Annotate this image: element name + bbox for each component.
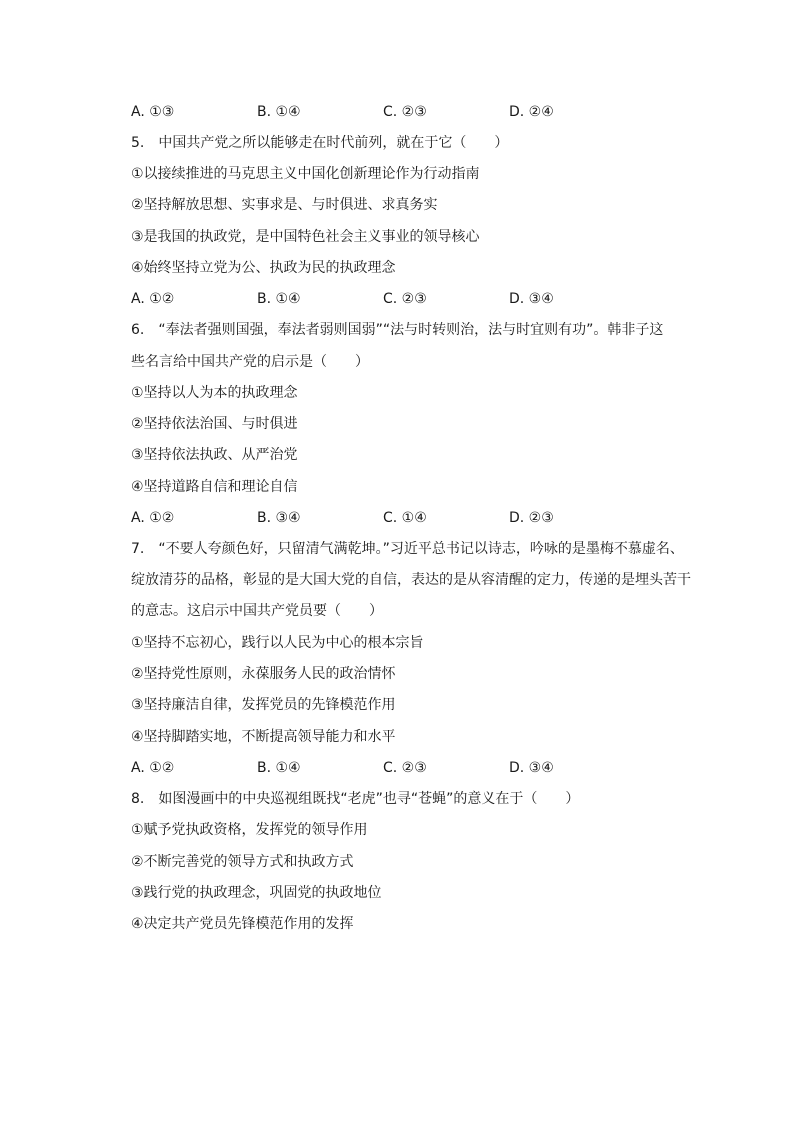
option-d: D. ②④	[509, 104, 554, 120]
option-a: A. ①②	[131, 760, 175, 776]
statement-item: ④决定共产党员先锋模范作用的发挥	[131, 916, 354, 932]
statement-item: ③践行党的执政理念，巩固党的执政地位	[131, 885, 382, 901]
question-stem: 7. “不要人夸颜色好，只留清气满乾坤。”习近平总书记以诗志，吟咏的是墨梅不慕虚名、	[131, 541, 684, 557]
q4-options	[0, 102, 794, 122]
statement-item: ②坚持依法治国、与时俱进	[131, 416, 298, 432]
question-stem: 些名言给中国共产党的启示是（ ）	[131, 354, 369, 370]
statement-item: ④始终坚持立党为公、执政为民的执政理念	[131, 260, 396, 276]
q6-options	[0, 508, 794, 528]
statement-item: ①赋予党执政资格，发挥党的领导作用	[131, 822, 368, 838]
option-a: A. ①②	[131, 510, 175, 526]
question-stem: 6. “奉法者强则国强，奉法者弱则国弱”“法与时转则治，法与时宜则有功”。韩非子这	[131, 322, 664, 338]
option-c: C. ②③	[383, 760, 427, 776]
statement-item: ④坚持脚踏实地，不断提高领导能力和水平	[131, 729, 396, 745]
question-stem: 5. 中国共产党之所以能够走在时代前列，就在于它（ ）	[131, 135, 509, 151]
question-stem: 的意志。这启示中国共产党员要（ ）	[131, 603, 383, 619]
option-b: B. ①④	[257, 291, 301, 307]
q7-options	[0, 758, 794, 778]
q5-options	[0, 289, 794, 309]
option-d: D. ③④	[509, 291, 554, 307]
statement-item: ②不断完善党的领导方式和执政方式	[131, 854, 354, 870]
statement-item: ④坚持道路自信和理论自信	[131, 479, 298, 495]
question-stem: 8. 如图漫画中的中央巡视组既找“老虎”也寻“苍蝇”的意义在于（ ）	[131, 791, 580, 807]
option-c: C. ①④	[383, 510, 427, 526]
question-stem: 绽放清芬的品格，彰显的是大国大党的自信，表达的是从容清醒的定力，传递的是埋头苦干	[131, 572, 691, 588]
statement-item: ①以接续推进的马克思主义中国化创新理论作为行动指南	[131, 166, 480, 182]
option-c: C. ②③	[383, 104, 427, 120]
option-d: D. ②③	[509, 510, 554, 526]
option-b: B. ③④	[257, 510, 301, 526]
option-a: A. ①③	[131, 104, 175, 120]
statement-item: ③坚持依法执政、从严治党	[131, 447, 298, 463]
statement-item: ①坚持以人为本的执政理念	[131, 385, 298, 401]
statement-item: ②坚持党性原则，永葆服务人民的政治情怀	[131, 666, 396, 682]
option-a: A. ①②	[131, 291, 175, 307]
option-b: B. ①④	[257, 760, 301, 776]
option-c: C. ②③	[383, 291, 427, 307]
statement-item: ③坚持廉洁自律，发挥党员的先锋模范作用	[131, 697, 396, 713]
option-b: B. ①④	[257, 104, 301, 120]
statement-item: ②坚持解放思想、实事求是、与时俱进、求真务实	[131, 197, 438, 213]
option-d: D. ③④	[509, 760, 554, 776]
statement-item: ③是我国的执政党，是中国特色社会主义事业的领导核心	[131, 229, 480, 245]
statement-item: ①坚持不忘初心，践行以人民为中心的根本宗旨	[131, 635, 424, 651]
